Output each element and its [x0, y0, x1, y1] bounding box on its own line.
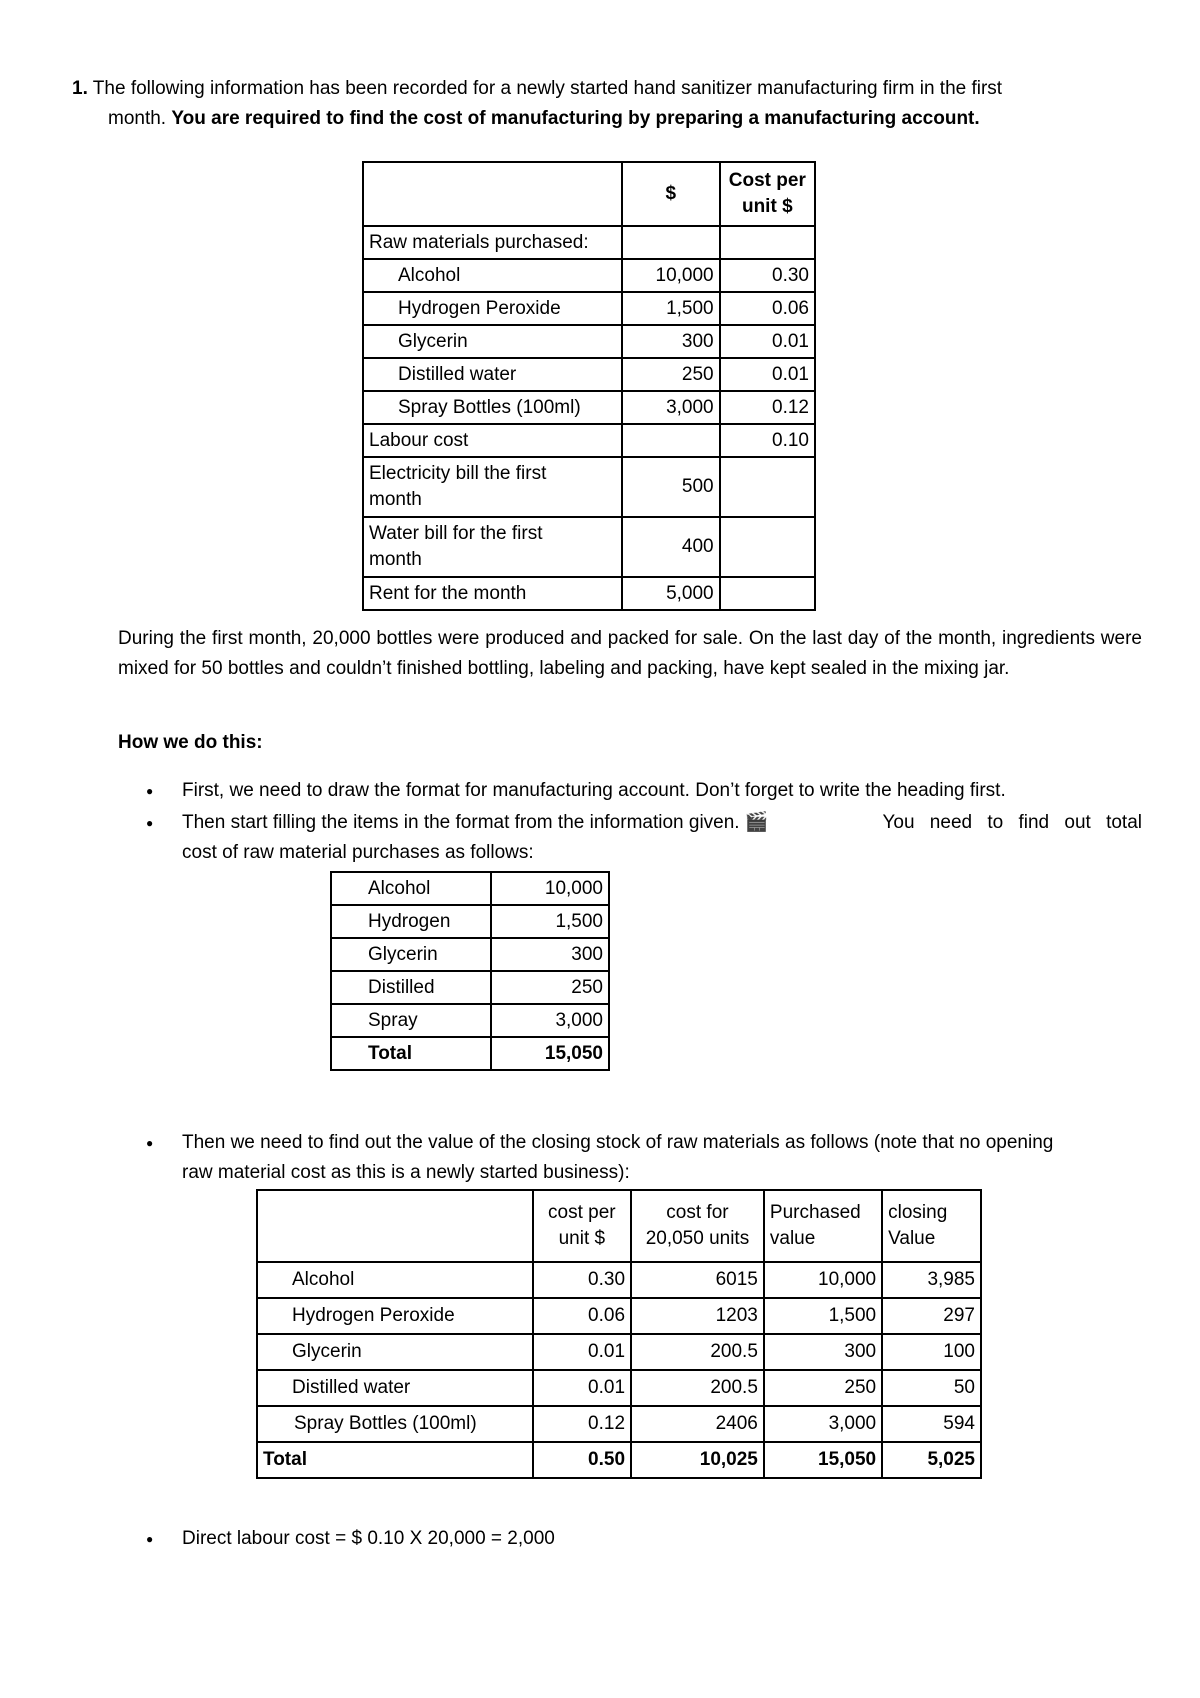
clapperboard-icon: 🎬 — [744, 812, 769, 833]
header-unit-line2: unit $ — [741, 196, 793, 217]
material-unit-cost: 0.01 — [720, 358, 815, 391]
item-purchased-value: 3,000 — [764, 1406, 882, 1442]
material-name: Glycerin — [363, 325, 622, 358]
labour-unit-cost: 0.10 — [720, 424, 815, 457]
question-number: 1. — [72, 78, 88, 99]
material-amount: 1,500 — [622, 292, 720, 325]
water-amount: 400 — [622, 517, 720, 577]
water-label-line2: month — [369, 549, 422, 570]
purchase-total-amount: 15,050 — [491, 1037, 609, 1070]
header-blank — [257, 1190, 533, 1262]
material-name: Distilled water — [363, 358, 622, 391]
header-blank — [363, 162, 622, 226]
item-purchased-value: 10,000 — [764, 1262, 882, 1298]
item-name: Spray Bottles (100ml) — [257, 1406, 533, 1442]
header-amount: $ — [622, 162, 720, 226]
table-row — [257, 1370, 981, 1406]
header-purchased-value — [764, 1190, 882, 1262]
material-amount: 10,000 — [622, 259, 720, 292]
header-closing-value — [882, 1190, 981, 1262]
table-row — [257, 1262, 981, 1298]
header-closing-line2: Value — [888, 1228, 936, 1249]
table-row — [331, 971, 609, 1004]
header-purchased-line1: Purchased — [769, 1202, 861, 1223]
question-text: The following information has been recorded for a newly started hand sanitizer manufacturing firm in the first — [92, 78, 1003, 99]
item-cost-for-units: 6015 — [631, 1262, 764, 1298]
purchase-amount: 1,500 — [491, 905, 609, 938]
rent-unit-cost — [720, 577, 815, 610]
total-closing-value: 5,025 — [882, 1442, 981, 1478]
purchase-name: Distilled — [331, 971, 491, 1004]
table-row — [363, 517, 815, 577]
closing-stock-table — [256, 1189, 982, 1479]
item-name: Glycerin — [257, 1334, 533, 1370]
header-purchased-line2: value — [769, 1228, 816, 1249]
empty-cell — [720, 226, 815, 259]
electricity-label-line2: month — [369, 489, 422, 510]
material-amount: 3,000 — [622, 391, 720, 424]
table-row — [363, 391, 815, 424]
purchase-total-label: Total — [331, 1037, 491, 1070]
material-unit-cost: 0.30 — [720, 259, 815, 292]
bullet-dot-icon: ● — [146, 784, 154, 798]
cost-info-table — [362, 161, 816, 611]
table-row — [363, 424, 815, 457]
labour-label: Labour cost — [363, 424, 622, 457]
bullet-1-text: First, we need to draw the format for manufacturing account. Don’t forget to write the heading first. — [182, 780, 1006, 801]
question-requirement: You are required to find the cost of manufacturing by preparing a manufacturing account. — [171, 108, 980, 129]
item-cost-for-units: 200.5 — [631, 1334, 764, 1370]
item-name: Hydrogen Peroxide — [257, 1298, 533, 1334]
material-amount: 300 — [622, 325, 720, 358]
table-row — [257, 1406, 981, 1442]
question-line-1 — [72, 74, 1142, 104]
purchase-name: Alcohol — [331, 872, 491, 905]
item-closing-value: 297 — [882, 1298, 981, 1334]
water-unit-cost — [720, 517, 815, 577]
header-unit-cost — [533, 1190, 631, 1262]
total-purchased-value: 15,050 — [764, 1442, 882, 1478]
during-paragraph: During the first month, 20,000 bottles were produced and packed for sale. On the last day of the month, ingredients were mixed for 50 bottles and couldn’t finished bottling, labeling and packing, have kept sealed in the mixing jar. — [118, 628, 1142, 679]
purchase-amount: 10,000 — [491, 872, 609, 905]
header-unit-line1: Cost per — [728, 170, 806, 191]
bullet-3-line1: Then we need to find out the value of the closing stock of raw materials as follows (note that no opening — [182, 1132, 1054, 1153]
table-row — [331, 1004, 609, 1037]
header-cost-line2: 20,050 units — [645, 1228, 750, 1249]
bullet-2-line1-end: You need to find out total — [882, 812, 1142, 833]
item-unit-cost: 0.06 — [533, 1298, 631, 1334]
water-label-line1: Water bill for the first — [369, 523, 543, 544]
header-row — [257, 1190, 981, 1262]
how-heading: How we do this: — [118, 732, 263, 753]
material-unit-cost: 0.06 — [720, 292, 815, 325]
table-row — [331, 872, 609, 905]
item-name: Alcohol — [257, 1262, 533, 1298]
table-row — [331, 938, 609, 971]
item-closing-value: 3,985 — [882, 1262, 981, 1298]
electricity-unit-cost — [720, 457, 815, 517]
table-row — [257, 1334, 981, 1370]
table-row — [363, 259, 815, 292]
rent-amount: 5,000 — [622, 577, 720, 610]
bullet-3-line2: raw material cost as this is a newly started business): — [182, 1162, 630, 1183]
material-unit-cost: 0.01 — [720, 325, 815, 358]
total-label: Total — [257, 1442, 533, 1478]
electricity-amount: 500 — [622, 457, 720, 517]
bullet-2-line2: cost of raw material purchases as follows: — [182, 842, 534, 863]
material-amount: 250 — [622, 358, 720, 391]
item-purchased-value: 300 — [764, 1334, 882, 1370]
table-row — [331, 905, 609, 938]
purchase-name: Spray — [331, 1004, 491, 1037]
purchase-amount: 3,000 — [491, 1004, 609, 1037]
item-closing-value: 50 — [882, 1370, 981, 1406]
total-unit-cost: 0.50 — [533, 1442, 631, 1478]
item-cost-for-units: 2406 — [631, 1406, 764, 1442]
raw-materials-label: Raw materials purchased: — [363, 226, 622, 259]
item-cost-for-units: 200.5 — [631, 1370, 764, 1406]
table-row — [257, 1298, 981, 1334]
item-unit-cost: 0.01 — [533, 1334, 631, 1370]
purchase-total-table — [330, 871, 610, 1071]
electricity-label-line1: Electricity bill the first — [369, 463, 547, 484]
question-line-2 — [72, 104, 1142, 134]
labour-amount — [622, 424, 720, 457]
bullet-3-text — [182, 1128, 1142, 1188]
material-name: Spray Bottles (100ml) — [363, 391, 622, 424]
item-unit-cost: 0.01 — [533, 1370, 631, 1406]
header-unit-line2: unit $ — [558, 1228, 606, 1249]
material-unit-cost: 0.12 — [720, 391, 815, 424]
item-closing-value: 594 — [882, 1406, 981, 1442]
question-text-cont: month. — [108, 108, 172, 129]
total-cost-for-units: 10,025 — [631, 1442, 764, 1478]
electricity-label — [363, 457, 622, 517]
rent-label: Rent for the month — [363, 577, 622, 610]
item-name: Distilled water — [257, 1370, 533, 1406]
header-cost-for-units — [631, 1190, 764, 1262]
table-row — [363, 358, 815, 391]
material-name: Alcohol — [363, 259, 622, 292]
total-row — [331, 1037, 609, 1070]
purchase-name: Hydrogen — [331, 905, 491, 938]
item-closing-value: 100 — [882, 1334, 981, 1370]
item-purchased-value: 1,500 — [764, 1298, 882, 1334]
header-unit-cost — [720, 162, 815, 226]
table-row — [363, 457, 815, 517]
bullet-dot-icon: ● — [146, 1136, 154, 1150]
table-row — [363, 577, 815, 610]
item-cost-for-units: 1203 — [631, 1298, 764, 1334]
item-unit-cost: 0.12 — [533, 1406, 631, 1442]
table-row — [363, 325, 815, 358]
item-purchased-value: 250 — [764, 1370, 882, 1406]
bullet-2-line1: Then start filling the items in the format from the information given. — [182, 812, 740, 833]
header-unit-line1: cost per — [548, 1202, 616, 1223]
purchase-amount: 300 — [491, 938, 609, 971]
bullet-dot-icon: ● — [146, 816, 154, 830]
header-cost-line1: cost for — [666, 1202, 729, 1223]
water-label — [363, 517, 622, 577]
bullet-4-text: Direct labour cost = $ 0.10 X 20,000 = 2,000 — [182, 1528, 555, 1549]
question-1 — [72, 74, 1142, 134]
table-row — [363, 292, 815, 325]
bullet-dot-icon: ● — [146, 1532, 154, 1546]
total-row — [257, 1442, 981, 1478]
material-name: Hydrogen Peroxide — [363, 292, 622, 325]
empty-cell — [622, 226, 720, 259]
bullet-2-text — [182, 808, 1142, 868]
item-unit-cost: 0.30 — [533, 1262, 631, 1298]
purchase-amount: 250 — [491, 971, 609, 1004]
purchase-name: Glycerin — [331, 938, 491, 971]
header-closing-line1: closing — [888, 1202, 948, 1223]
